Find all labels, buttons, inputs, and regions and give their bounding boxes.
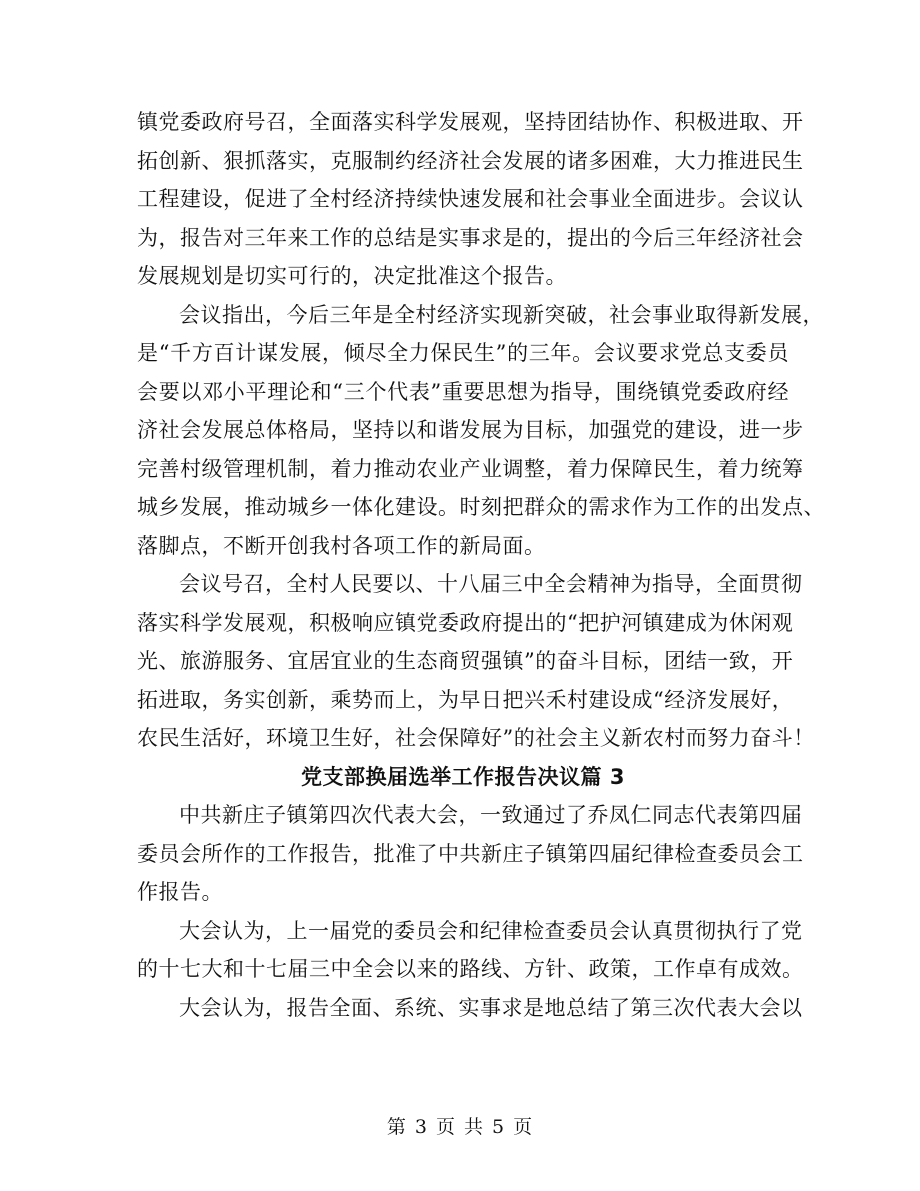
text-line: 发展规划是切实可行的，决定批准这个报告。 [137,264,567,288]
text-line: 会要以邓小平理论和“三个代表”重要思想为指导，围绕镇党委政府经 [137,379,789,404]
current-page-number: 3 [414,1116,428,1138]
text-line: 委员会所作的工作报告，批准了中共新庄子镇第四届纪律检查委员会工 [137,841,804,866]
text-line: 济社会发展总体格局，坚持以和谐发展为目标，加强党的建设，进一步 [137,418,804,442]
text-line: 是“千方百计谋发展，倾尽全力保民生”的三年。会议要求党总支委员 [137,341,789,365]
page-footer [0,1112,920,1139]
text-line: 大会认为，上一届党的委员会和纪律检查委员会认真贯彻执行了党 [179,918,803,943]
page-label-prefix: 第 [386,1116,407,1138]
paragraph [137,912,804,989]
text-line: 光、旅游服务、宜居宜业的生态商贸强镇”的奋斗目标，团结一致，开 [137,649,794,673]
text-line: 工程建设，促进了全村经济持续快速发展和社会事业全面进步。会议认 [137,187,804,211]
page-label-mid: 页 [435,1116,456,1138]
text-line: 大会认为，报告全面、系统、实事求是地总结了第三次代表大会以 [179,995,803,1020]
text-line: 农民生活好，环境卫生好，社会保障好”的社会主义新农村而努力奋斗！ [137,726,815,750]
text-line: 落脚点，不断开创我村各项工作的新局面。 [137,533,546,558]
paragraph [137,565,815,758]
total-pages-number: 5 [492,1116,506,1138]
text-line: 为，报告对三年来工作的总结是实事求是的，提出的今后三年经济社会 [137,225,804,250]
total-label: 共 [464,1116,485,1138]
text-line: 拓创新、狠抓落实，克服制约经济社会发展的诸多困难，大力推进民生 [137,148,804,173]
document-body [137,103,825,1027]
text-line: 中共新庄子镇第四次代表大会，一致通过了乔凤仁同志代表第四届 [179,803,803,827]
text-line: 作报告。 [137,880,223,904]
text-line: 镇党委政府号召，全面落实科学发展观，坚持团结协作、积极进取、开 [137,110,804,134]
text-line: 落实科学发展观，积极响应镇党委政府提出的“把护河镇建成为休闲观 [137,610,794,635]
text-line: 会议号召，全村人民要以、十八届三中全会精神为指导，全面贯彻 [179,572,803,596]
paragraph [137,296,825,566]
paragraph [137,989,803,1028]
text-line: 会议指出，今后三年是全村经济实现新突破，社会事业取得新发展， [179,302,824,327]
text-line: 拓进取，务实创新，乘势而上，为早日把兴禾村建设成“经济发展好， [137,687,794,712]
text-line: 的十七大和十七届三中全会以来的路线、方针、政策，工作卓有成效。 [137,957,804,981]
paragraph [137,796,804,912]
paragraph [137,103,804,296]
section-heading: 党支部换届选举工作报告决议篇 3 [301,764,625,789]
page-label-suffix: 页 [513,1116,534,1138]
text-line: 完善村级管理机制，着力推动农业产业调整，着力保障民生，着力统筹 [137,456,804,481]
text-line: 城乡发展，推动城乡一体化建设。时刻把群众的需求作为工作的出发点、 [137,495,825,519]
